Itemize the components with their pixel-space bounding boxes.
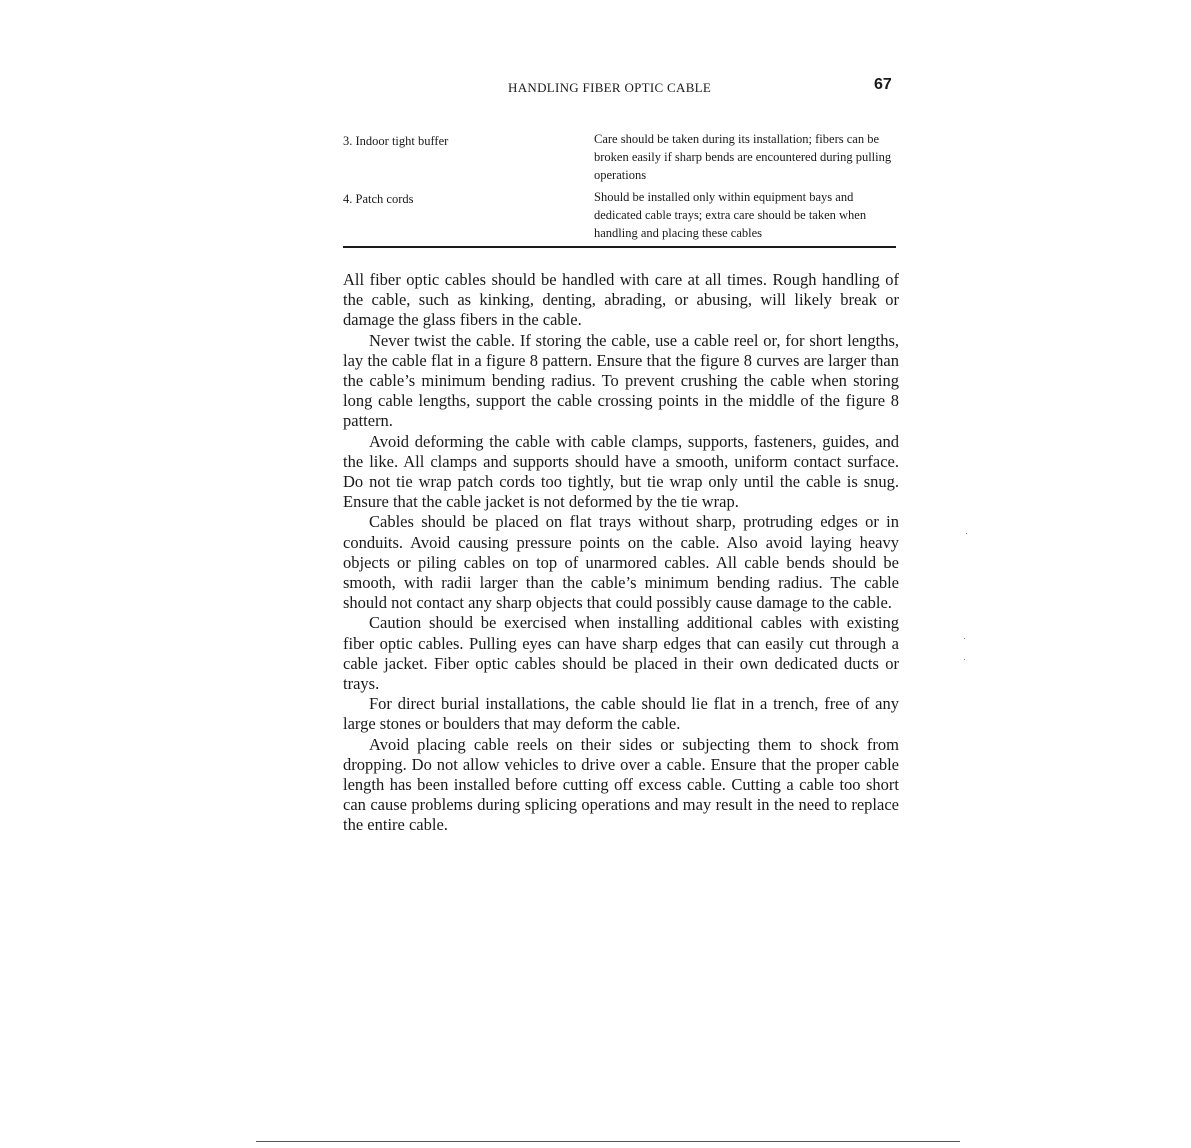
footer-rule (256, 1141, 960, 1142)
table-row (343, 130, 895, 188)
table-row-description: Should be installed only within equipment bays and dedicated cable trays; extra care should be taken when handling and placing these cables (594, 190, 867, 240)
body-text (343, 270, 899, 836)
paragraph: Avoid deforming the cable with cable clamps, supports, fasteners, guides, and the like. All clamps and supports should have a smooth, uniform contact surface. Do not tie wrap patch cords too tightly, but tie wrap only until the cable is snug. Ensure that the cable jacket is not deformed by the tie wrap. (343, 431, 899, 512)
table-bottom-rule (343, 246, 896, 248)
paragraph: All fiber optic cables should be handled with care at all times. Rough handling of the cable, such as kinking, denting, abrading, or abusing, will likely break or damage the glass fibers in the cable. (343, 270, 899, 330)
paragraph: Cables should be placed on flat trays without sharp, protruding edges or in conduits. Avoid causing pressure points on the cable. Also avoid laying heavy objects or piling cables on top of unarmored cables. All cable bends should be smooth, with radii larger than the cable’s minimum bending radius. The cable should not contact any sharp objects that could possibly cause damage to the cable. (343, 512, 899, 613)
scan-speck (966, 533, 967, 534)
page-number: 67 (874, 76, 892, 93)
table-row-description: Care should be taken during its installation; fibers can be broken easily if sharp bends are encountered during pulling operations (594, 132, 892, 182)
cable-handling-table (343, 130, 895, 242)
paragraph: Caution should be exercised when installing additional cables with existing fiber optic cables. Pulling eyes can have sharp edges that can easily cut through a cable jacket. Fiber optic cables should be placed in their own dedicated ducts or trays. (343, 613, 899, 694)
table-row-label: 3. Indoor tight buffer (343, 134, 449, 148)
running-head: HANDLING FIBER OPTIC CABLE (508, 80, 712, 95)
paragraph: For direct burial installations, the cable should lie flat in a trench, free of any large stones or boulders that may deform the cable. (343, 694, 899, 734)
scan-speck (964, 638, 965, 639)
table-row-label: 4. Patch cords (343, 192, 414, 206)
table-row (343, 188, 895, 242)
paragraph: Avoid placing cable reels on their sides or subjecting them to shock from dropping. Do not allow vehicles to drive over a cable. Ensure that the proper cable length has been installed before cutting off excess cable. Cutting a cable too short can cause problems during splicing operations and may result in the need to replace the entire cable. (343, 734, 899, 835)
paragraph: Never twist the cable. If storing the cable, use a cable reel or, for short lengths, lay the cable flat in a figure 8 pattern. Ensure that the figure 8 curves are larger than the cable’s minimum bending radius. To prevent crushing the cable when storing long cable lengths, support the cable crossing points in the middle of the figure 8 pattern. (343, 330, 899, 431)
scan-speck (964, 659, 965, 660)
